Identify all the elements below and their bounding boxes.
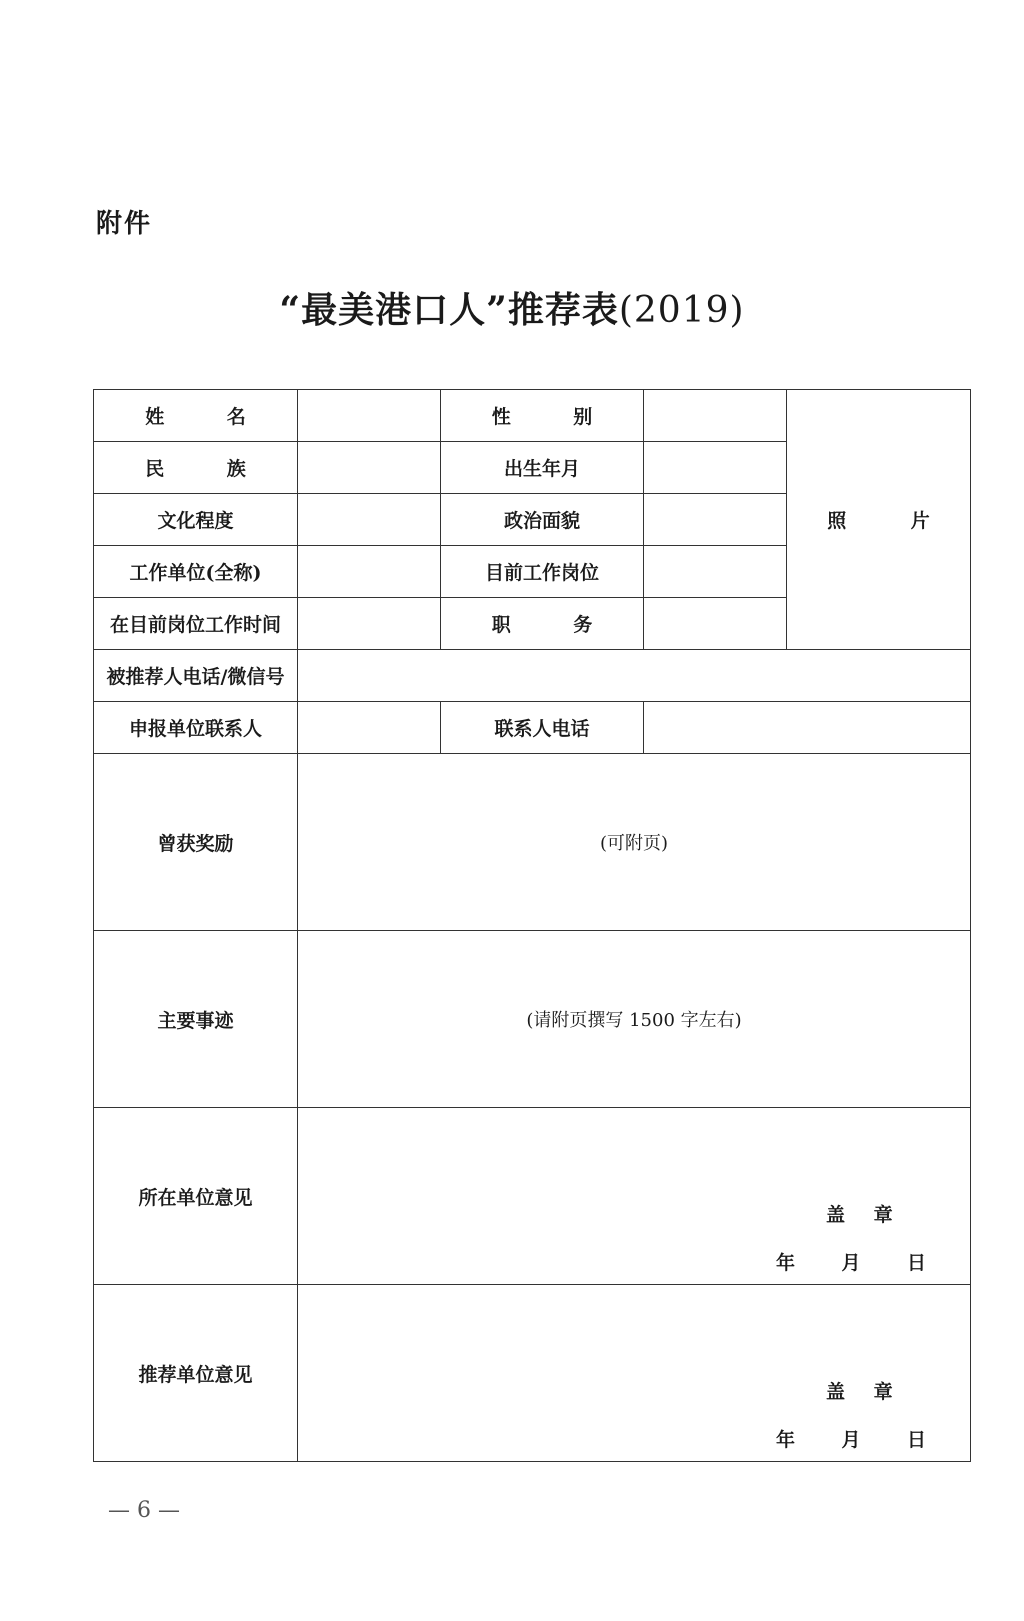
name-label: 姓 名 — [94, 390, 298, 442]
political-field[interactable] — [644, 494, 787, 546]
title-main: “最美港口人”推荐表 — [279, 289, 619, 331]
awards-field[interactable] — [298, 754, 971, 931]
ethnicity-field[interactable] — [298, 442, 441, 494]
deeds-hint: (请附页撰写 1500 字左右) — [526, 1010, 742, 1031]
position-label: 职 务 — [441, 598, 644, 650]
recommender-opinion-field[interactable] — [298, 1285, 971, 1462]
recommender-opinion-date — [776, 1425, 926, 1452]
recommender-seal-label: 盖 章 — [826, 1381, 893, 1403]
birth-field[interactable] — [644, 442, 787, 494]
recommendation-form — [93, 389, 971, 1462]
contact-phone-field[interactable] — [644, 702, 971, 754]
gender-label: 性 别 — [441, 390, 644, 442]
work-unit-field[interactable] — [298, 546, 441, 598]
ethnicity-label: 民 族 — [94, 442, 298, 494]
post-duration-field[interactable] — [298, 598, 441, 650]
awards-label: 曾获奖励 — [94, 754, 298, 931]
date-day-label: 日 — [906, 1252, 926, 1274]
phone-wechat-label: 被推荐人电话/微信号 — [94, 650, 298, 702]
unit-seal-label: 盖 章 — [826, 1204, 893, 1226]
contact-person-label: 申报单位联系人 — [94, 702, 298, 754]
work-unit-label: 工作单位(全称) — [94, 546, 298, 598]
contact-person-field[interactable] — [298, 702, 441, 754]
current-post-field[interactable] — [644, 546, 787, 598]
date-year-label: 年 — [776, 1252, 796, 1274]
page-number: — 6 — — [108, 1498, 180, 1523]
contact-phone-label: 联系人电话 — [441, 702, 644, 754]
education-field[interactable] — [298, 494, 441, 546]
gender-field[interactable] — [644, 390, 787, 442]
post-duration-label: 在目前岗位工作时间 — [94, 598, 298, 650]
unit-opinion-label: 所在单位意见 — [94, 1108, 298, 1285]
political-label: 政治面貌 — [441, 494, 644, 546]
deeds-label: 主要事迹 — [94, 931, 298, 1108]
unit-opinion-field[interactable] — [298, 1108, 971, 1285]
position-field[interactable] — [644, 598, 787, 650]
unit-opinion-date — [776, 1248, 926, 1275]
awards-hint: (可附页) — [599, 833, 669, 854]
attachment-label: 附件 — [96, 209, 153, 239]
document-title — [0, 282, 1024, 333]
title-year: (2019) — [618, 290, 745, 331]
date-day-label: 日 — [906, 1429, 926, 1451]
recommender-opinion-label: 推荐单位意见 — [94, 1285, 298, 1462]
photo-area[interactable]: 照 片 — [787, 390, 971, 650]
current-post-label: 目前工作岗位 — [441, 546, 644, 598]
education-label: 文化程度 — [94, 494, 298, 546]
date-month-label: 月 — [841, 1252, 861, 1274]
date-year-label: 年 — [776, 1429, 796, 1451]
name-field[interactable] — [298, 390, 441, 442]
date-month-label: 月 — [841, 1429, 861, 1451]
birth-label: 出生年月 — [441, 442, 644, 494]
phone-wechat-field[interactable] — [298, 650, 971, 702]
deeds-field[interactable] — [298, 931, 971, 1108]
